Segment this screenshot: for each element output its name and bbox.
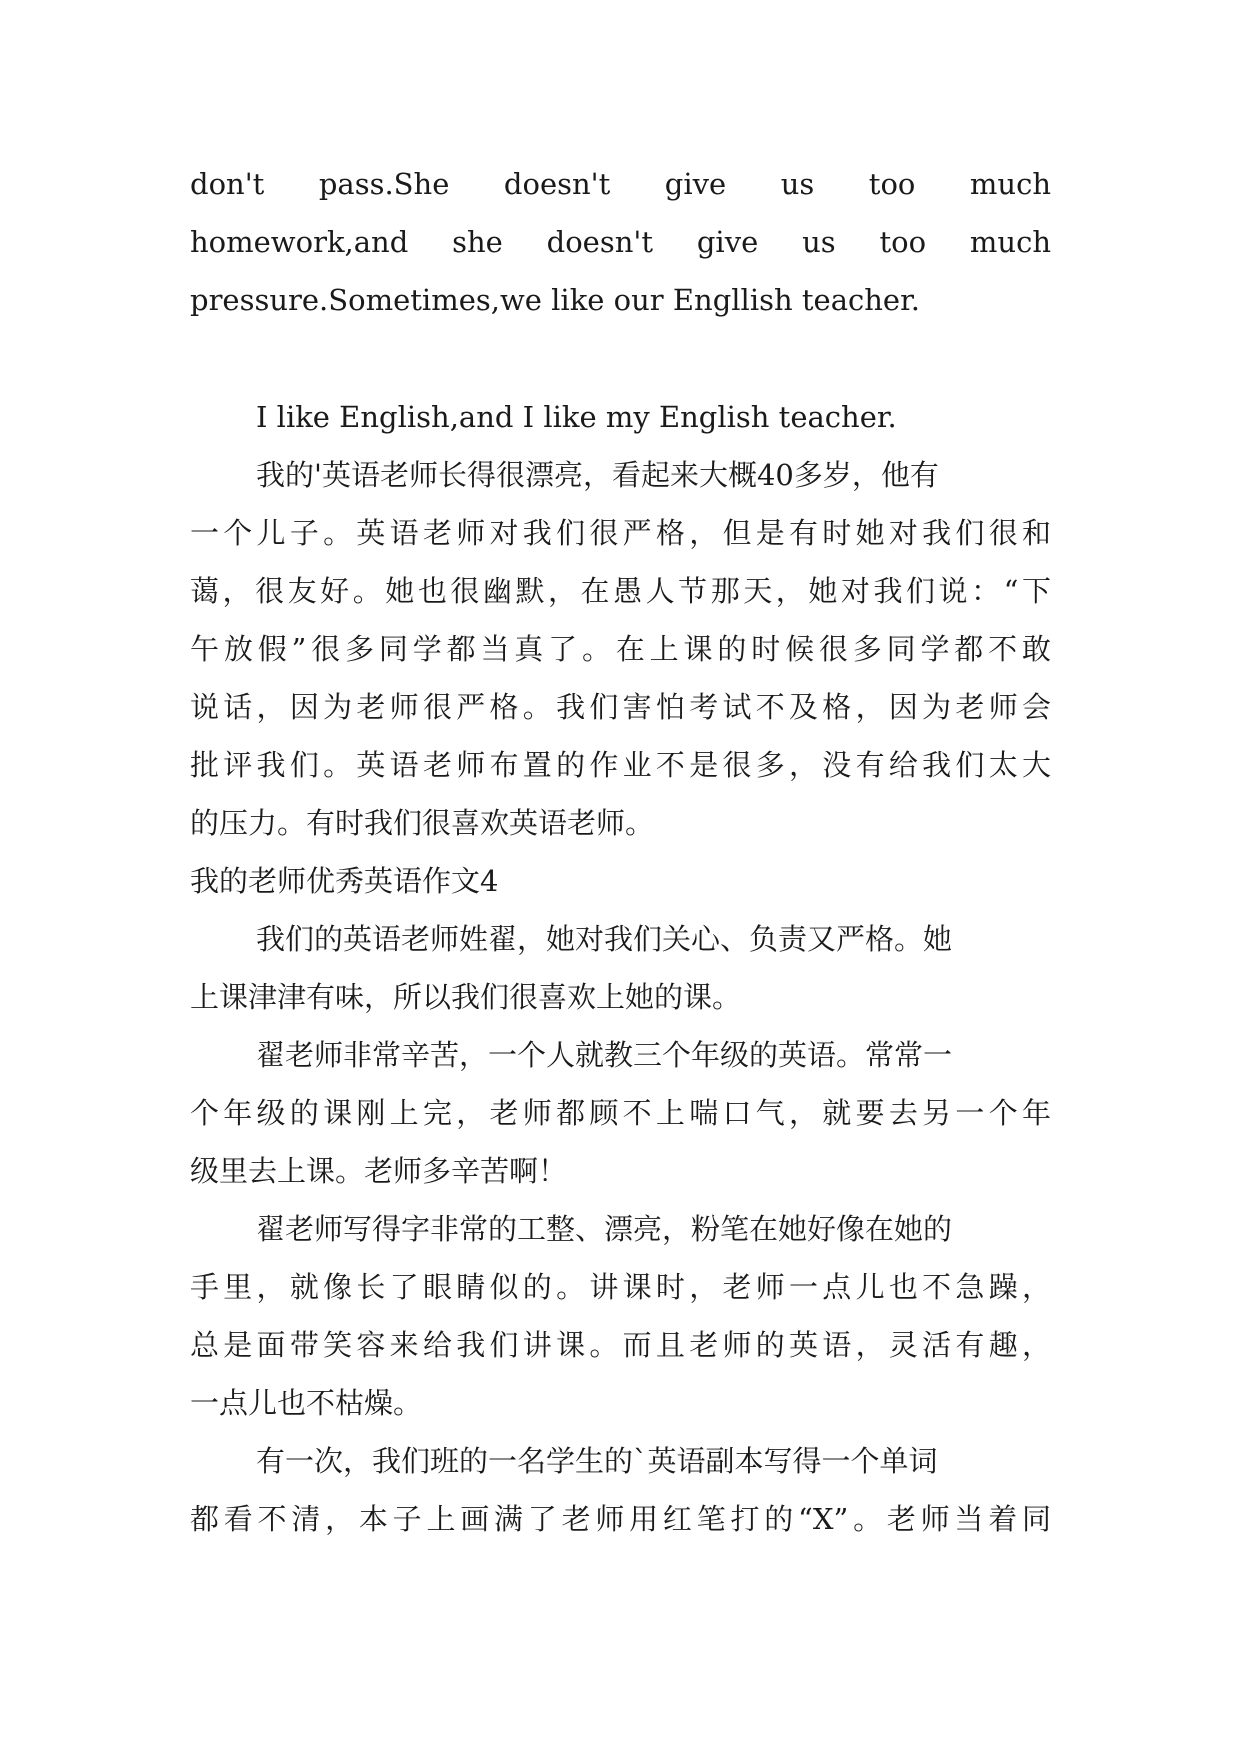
- text-line: don't pass.She doesn't give us too much: [190, 167, 1051, 201]
- text-line: 的压力。有时我们很喜欢英语老师。: [190, 806, 655, 840]
- section-title-text: 我的老师优秀英语作文4: [190, 864, 499, 898]
- section-title: [190, 852, 1051, 910]
- text-line: 总是面带笑容来给我们讲课。而且老师的英语，灵活有趣，: [190, 1328, 1051, 1362]
- english-paragraph: [190, 155, 1051, 329]
- text-line: 说话，因为老师很严格。我们害怕考试不及格，因为老师会: [190, 690, 1051, 724]
- text-line: 上课津津有味，所以我们很喜欢上她的课。: [190, 980, 742, 1014]
- text-line: pressure.Sometimes,we like our Engllish teacher.: [190, 283, 920, 317]
- paragraph: [190, 1200, 1051, 1432]
- text-line: 批评我们。英语老师布置的作业不是很多，没有给我们太大: [190, 748, 1051, 782]
- paragraph: [190, 910, 1051, 1026]
- text-line: 有一次，我们班的一名学生的`英语副本写得一个单词: [256, 1444, 938, 1478]
- text-line: 午放假”很多同学都当真了。在上课的时候很多同学都不敢: [190, 632, 1051, 666]
- paragraph: [190, 1026, 1051, 1200]
- paragraph: [190, 1432, 1051, 1548]
- text-line: 级里去上课。老师多辛苦啊！: [190, 1154, 568, 1188]
- text-line: 翟老师非常辛苦，一个人就教三个年级的英语。常常一: [256, 1038, 953, 1072]
- text-line: 一个儿子。英语老师对我们很严格，但是有时她对我们很和: [190, 516, 1051, 550]
- chinese-translation: [190, 446, 1051, 852]
- text-line: 个年级的课刚上完，老师都顾不上喘口气，就要去另一个年: [190, 1096, 1051, 1130]
- text-line: 我的'英语老师长得很漂亮，看起来大概40多岁，他有: [256, 458, 939, 492]
- text-line: 一点儿也不枯燥。: [190, 1386, 423, 1420]
- text-line: 手里，就像长了眼睛似的。讲课时，老师一点儿也不急躁，: [190, 1270, 1051, 1304]
- text-line: 我们的英语老师姓翟，她对我们关心、负责又严格。她: [256, 922, 953, 956]
- text-line: 都看不清，本子上画满了老师用红笔打的“X”。老师当着同: [190, 1502, 1051, 1536]
- text-line: I like English,and I like my English teacher.: [256, 400, 897, 434]
- english-closing: [190, 388, 1051, 446]
- text-line: 蔼，很友好。她也很幽默，在愚人节那天，她对我们说：“下: [190, 574, 1051, 608]
- text-line: homework,and she doesn't give us too much: [190, 225, 1051, 259]
- text-line: 翟老师写得字非常的工整、漂亮，粉笔在她好像在她的: [256, 1212, 953, 1246]
